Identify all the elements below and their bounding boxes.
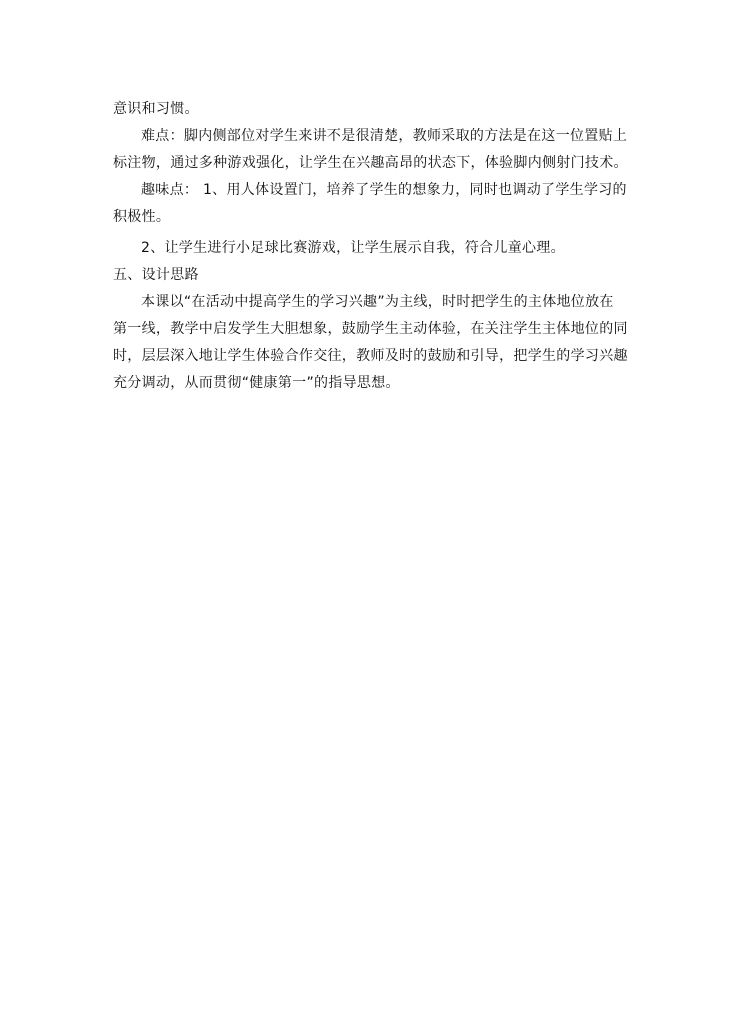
paragraph-line: 时，层层深入地让学生体验合作交往，教师及时的鼓励和引导，把学生的学习兴趣	[113, 348, 628, 364]
paragraph-line: 充分调动，从而贯彻“健康第一”的指导思想。	[113, 375, 400, 391]
paragraph-line: 标注物，通过多种游戏强化，让学生在兴趣高昂的状态下，体验脚内侧射门技术。	[113, 155, 628, 171]
paragraph-design: 本课以“在活动中提高学生的学习兴趣”为主线，时时把学生的主体地位放在	[141, 294, 614, 310]
paragraph-line: 第一线，教学中启发学生大胆想象，鼓励学生主动体验，在关注学生主体地位的同	[113, 321, 628, 337]
document-page	[113, 96, 643, 397]
paragraph-line: 意识和习惯。	[113, 101, 199, 117]
section-heading: 五、设计思路	[113, 267, 199, 283]
paragraph-interest: 趣味点： 1、用人体设置门，培养了学生的想象力，同时也调动了学生学习的	[141, 182, 627, 198]
paragraph-difficulty: 难点：脚内侧部位对学生来讲不是很清楚，教师采取的方法是在这一位置贴上	[141, 128, 628, 144]
paragraph-line: 积极性。	[113, 209, 171, 225]
paragraph-item-2: 2、让学生进行小足球比赛游戏，让学生展示自我，符合儿童心理。	[141, 240, 565, 256]
